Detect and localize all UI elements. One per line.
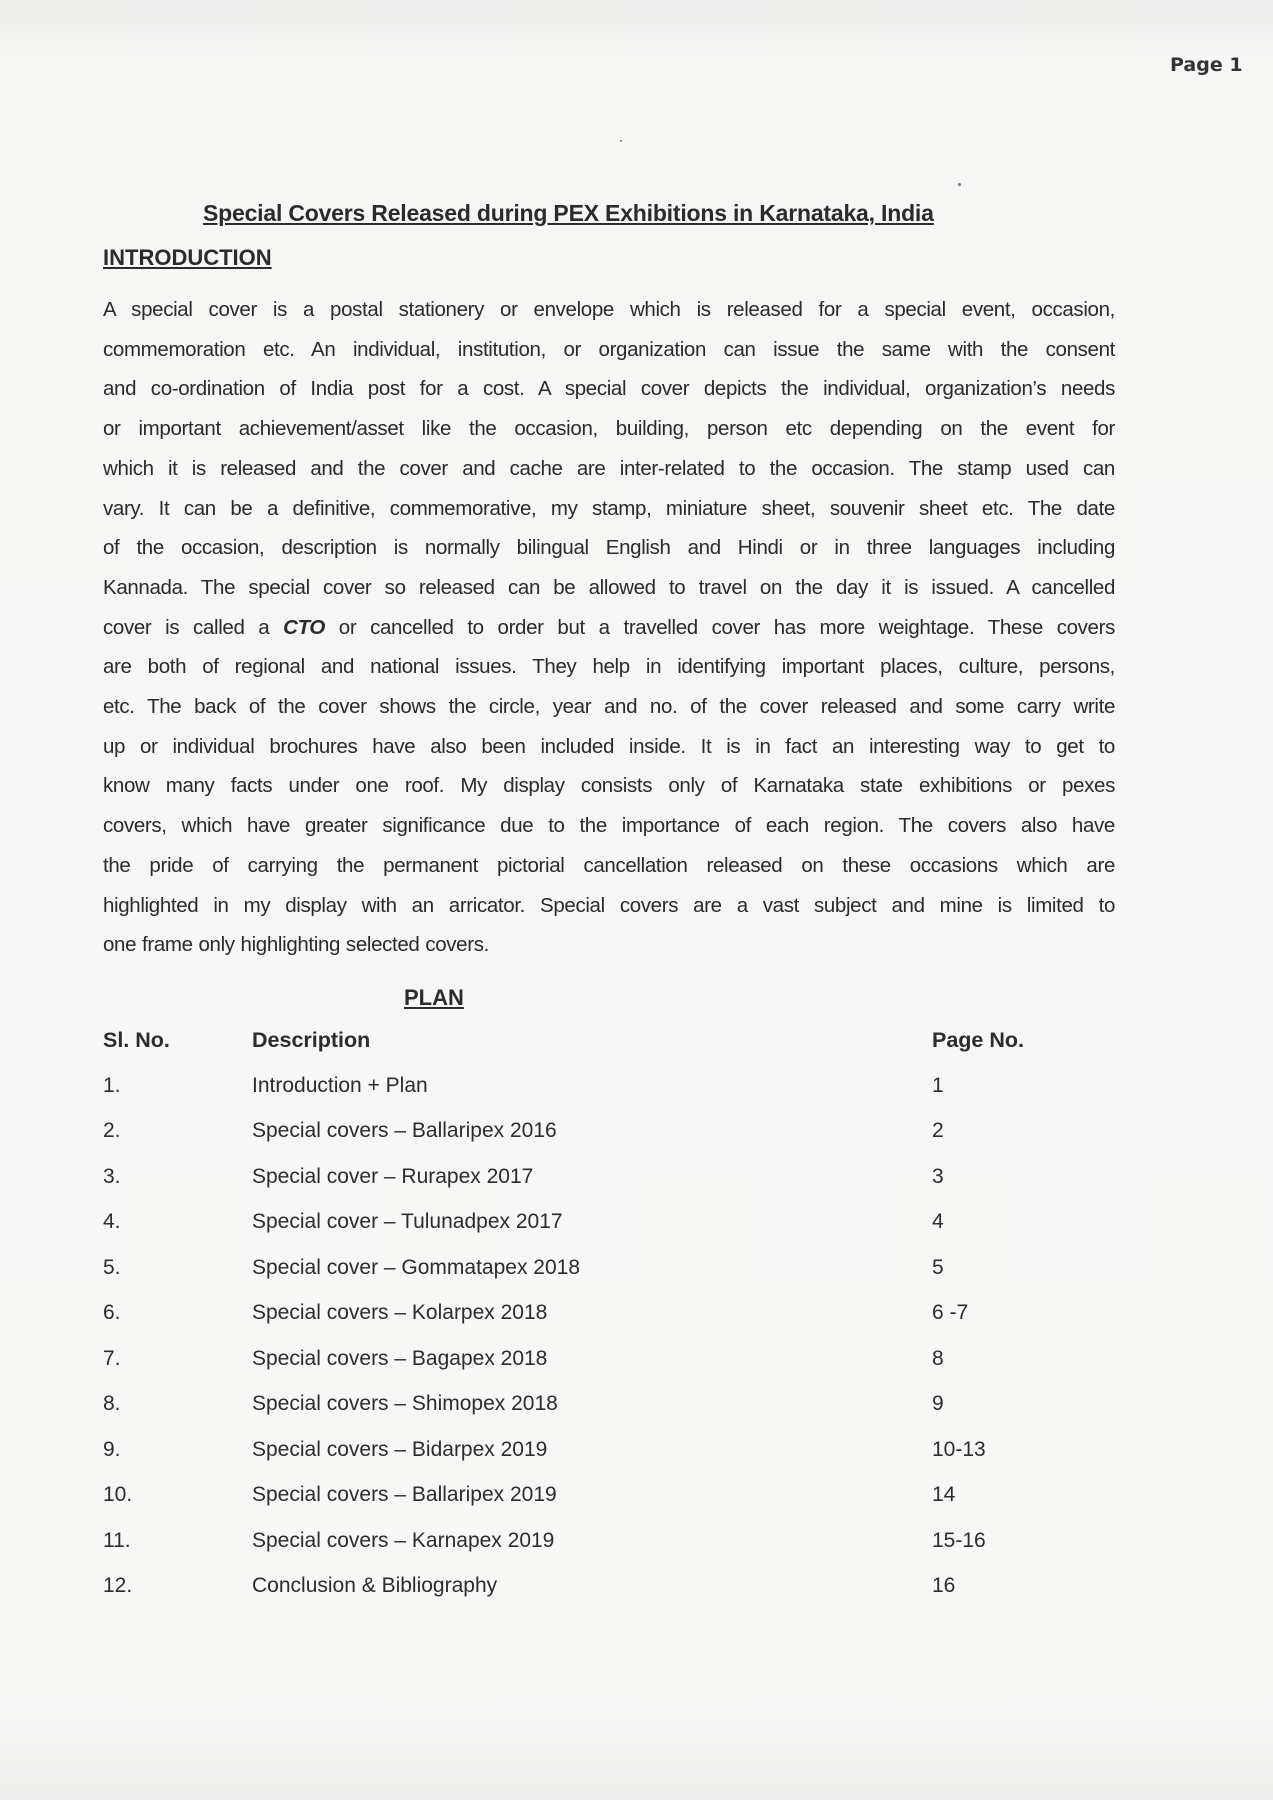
- plan-table-header: [103, 1028, 1103, 1058]
- row-description: Special covers – Bidarpex 2019: [252, 1438, 548, 1461]
- cto-term: CTO: [283, 615, 325, 639]
- paragraph-line: covers, which have greater significance due to the importance of each region. The covers also have: [103, 814, 1115, 838]
- row-page: 4: [932, 1210, 944, 1233]
- document-title: Special Covers Released during PEX Exhibitions in Karnataka, India: [203, 200, 934, 226]
- row-number: 10.: [103, 1483, 133, 1506]
- column-header-sl-no: Sl. No.: [103, 1028, 170, 1052]
- table-row: [103, 1256, 1103, 1286]
- scan-speck: [620, 140, 622, 142]
- table-row: [103, 1574, 1103, 1604]
- row-number: 11.: [103, 1529, 131, 1552]
- row-number: 12.: [103, 1574, 133, 1597]
- paragraph-line: vary. It can be a definitive, commemorative, my stamp, miniature sheet, souvenir sheet etc. The date: [103, 496, 1115, 520]
- paragraph-line: know many facts under one roof. My display consists only of Karnataka state exhibitions or pexes: [103, 774, 1115, 798]
- row-number: 2.: [103, 1119, 121, 1142]
- row-page: 10-13: [932, 1438, 986, 1461]
- introduction-paragraph: [103, 290, 1115, 965]
- row-number: 4.: [103, 1210, 121, 1233]
- table-row: [103, 1119, 1103, 1149]
- row-number: 3.: [103, 1165, 121, 1188]
- table-row: [103, 1392, 1103, 1422]
- paragraph-line: and co-ordination of India post for a cost. A special cover depicts the individual, organization’s needs: [103, 377, 1115, 401]
- row-description: Special covers – Ballaripex 2019: [252, 1483, 557, 1506]
- row-number: 5.: [103, 1256, 121, 1279]
- row-number: 6.: [103, 1301, 121, 1324]
- row-description: Special covers – Shimopex 2018: [252, 1392, 558, 1415]
- row-description: Special covers – Kolarpex 2018: [252, 1301, 548, 1324]
- introduction-heading: INTRODUCTION: [103, 245, 272, 270]
- paragraph-line: the pride of carrying the permanent pictorial cancellation released on these occasions which are: [103, 853, 1115, 877]
- cto-line-before: cover is called a: [103, 615, 284, 639]
- row-number: 9.: [103, 1438, 121, 1461]
- row-description: Special covers – Bagapex 2018: [252, 1347, 548, 1370]
- paragraph-line: etc. The back of the cover shows the circle, year and no. of the cover released and some carry write: [103, 695, 1115, 719]
- row-page: 16: [932, 1574, 956, 1597]
- paragraph-line: one frame only highlighting selected covers.: [103, 933, 489, 957]
- row-page: 15-16: [932, 1529, 986, 1552]
- paragraph-line-cto: [103, 608, 1115, 648]
- row-number: 7.: [103, 1347, 121, 1370]
- row-page: 1: [932, 1074, 944, 1097]
- row-description: Special cover – Rurapex 2017: [252, 1165, 534, 1188]
- row-page: 5: [932, 1256, 944, 1279]
- column-header-description: Description: [252, 1028, 371, 1052]
- row-page: 6 -7: [932, 1301, 969, 1324]
- row-page: 3: [932, 1165, 944, 1188]
- row-description: Conclusion & Bibliography: [252, 1574, 498, 1597]
- table-row: [103, 1210, 1103, 1240]
- row-page: 9: [932, 1392, 944, 1415]
- row-number: 8.: [103, 1392, 121, 1415]
- paragraph-line: highlighted in my display with an arricator. Special covers are a vast subject and mine is limited to: [103, 893, 1115, 917]
- row-number: 1.: [103, 1074, 121, 1097]
- paragraph-line: which it is released and the cover and cache are inter-related to the occasion. The stamp used can: [103, 456, 1115, 480]
- table-row: [103, 1165, 1103, 1195]
- row-description: Special cover – Gommatapex 2018: [252, 1256, 581, 1279]
- row-description: Special covers – Karnapex 2019: [252, 1529, 555, 1552]
- paragraph-line: up or individual brochures have also been included inside. It is in fact an interesting way to get to: [103, 734, 1115, 758]
- row-page: 2: [932, 1119, 944, 1142]
- paragraph-line: are both of regional and national issues. They help in identifying important places, culture, persons,: [103, 655, 1115, 679]
- row-description: Introduction + Plan: [252, 1074, 428, 1097]
- column-header-page-no: Page No.: [932, 1028, 1024, 1052]
- table-row: [103, 1301, 1103, 1331]
- paragraph-line: Kannada. The special cover so released can be allowed to travel on the day it is issued. A cancelled: [103, 575, 1115, 599]
- row-description: Special cover – Tulunadpex 2017: [252, 1210, 563, 1233]
- table-row: [103, 1438, 1103, 1468]
- plan-heading: PLAN: [404, 985, 464, 1010]
- paragraph-line: of the occasion, description is normally bilingual English and Hindi or in three languages including: [103, 536, 1115, 560]
- cto-line-after: or cancelled to order but a travelled cover has more weightage. These covers: [325, 615, 1115, 639]
- row-description: Special covers – Ballaripex 2016: [252, 1119, 557, 1142]
- scan-speck: [958, 183, 961, 186]
- page-number-label: Page 1: [1170, 54, 1243, 76]
- paragraph-line: commemoration etc. An individual, institution, or organization can issue the same with the consent: [103, 337, 1115, 361]
- paragraph-line: or important achievement/asset like the occasion, building, person etc depending on the event for: [103, 417, 1115, 441]
- table-row: [103, 1347, 1103, 1377]
- table-row: [103, 1529, 1103, 1559]
- table-row: [103, 1074, 1103, 1104]
- row-page: 14: [932, 1483, 956, 1506]
- paragraph-line: A special cover is a postal stationery or envelope which is released for a special event, occasion,: [103, 298, 1115, 321]
- row-page: 8: [932, 1347, 944, 1370]
- table-row: [103, 1483, 1103, 1513]
